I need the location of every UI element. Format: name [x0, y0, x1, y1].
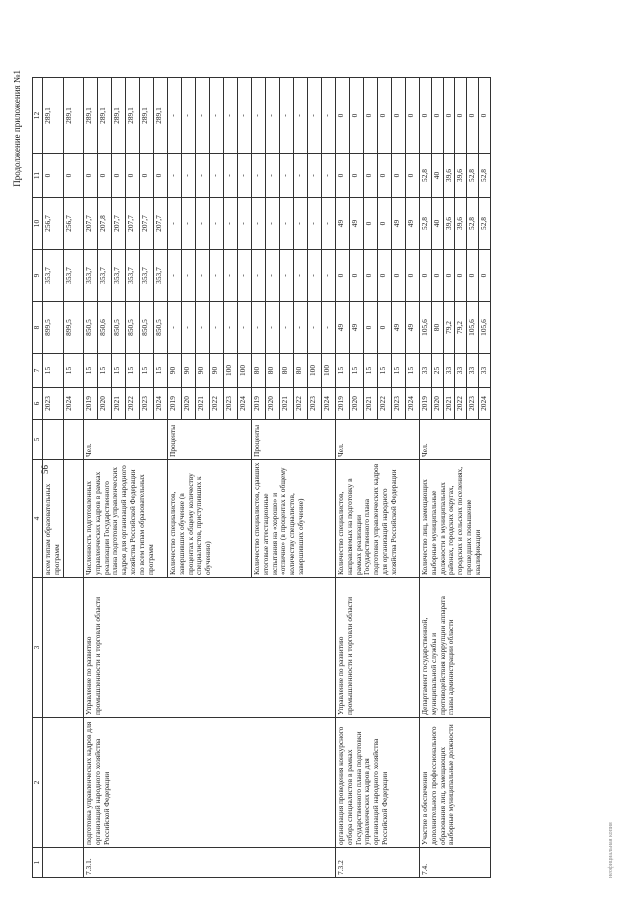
value-cell: 49	[335, 302, 349, 354]
year-cell: 2020	[431, 388, 443, 420]
value-cell: 0	[467, 250, 479, 302]
value-cell: 0	[377, 154, 391, 198]
column-number: 1	[33, 848, 43, 878]
value-cell: -	[181, 250, 195, 302]
value-cell: 0	[431, 250, 443, 302]
value-cell: -	[223, 78, 237, 154]
value-cell: -	[279, 78, 293, 154]
value-cell: 90	[181, 354, 195, 388]
value-cell: 80	[431, 302, 443, 354]
value-cell: 0	[111, 154, 125, 198]
value-cell: 0	[443, 78, 455, 154]
column-number: 5	[33, 420, 43, 460]
value-cell: 207,7	[125, 198, 139, 250]
value-cell: 33	[467, 354, 479, 388]
value-cell: 207,7	[83, 198, 97, 250]
value-cell: -	[251, 302, 265, 354]
value-cell: 850,5	[83, 302, 97, 354]
value-cell: -	[265, 198, 279, 250]
item-name-cell: подготовка управленческих кадров для организаций народного хозяйства Российской Федерации	[83, 718, 335, 848]
value-cell: 0	[363, 302, 377, 354]
value-cell: 0	[377, 302, 391, 354]
value-cell: -	[307, 78, 321, 154]
value-cell: 80	[265, 354, 279, 388]
item-name-cell: Участие в обеспечении дополнительного профессионального образования лиц, замещающих выборные муниципальные должности	[419, 718, 490, 848]
value-cell: 850,6	[97, 302, 111, 354]
value-cell: 0	[63, 154, 83, 198]
value-cell: -	[223, 198, 237, 250]
value-cell: -	[321, 154, 335, 198]
value-cell: 0	[443, 250, 455, 302]
executor-cell: Управление по развитию промышленности и торговли области	[83, 578, 335, 718]
year-cell: 2021	[443, 388, 455, 420]
value-cell: 207,7	[111, 198, 125, 250]
value-cell: 256,7	[43, 198, 64, 250]
value-cell: 39,6	[443, 154, 455, 198]
value-cell: 0	[479, 250, 491, 302]
value-cell: -	[181, 154, 195, 198]
value-cell: -	[223, 302, 237, 354]
value-cell: 289,1	[111, 78, 125, 154]
value-cell: 0	[405, 154, 419, 198]
year-cell: 2022	[209, 388, 223, 420]
year-cell: 2022	[293, 388, 307, 420]
value-cell: 353,7	[139, 250, 153, 302]
value-cell: 353,7	[63, 250, 83, 302]
value-cell: 15	[97, 354, 111, 388]
value-cell: 100	[237, 354, 251, 388]
value-cell: 0	[335, 154, 349, 198]
indicator-cell: Численность подготовленных управленческих кадров в рамках реализации Государственного плана подготовки управленческих кадров для организаций народного хозяйства Российской Федерации по всем типам образовательных программ	[83, 460, 167, 578]
value-cell: -	[209, 198, 223, 250]
value-cell: -	[307, 302, 321, 354]
value-cell: -	[279, 302, 293, 354]
value-cell: -	[195, 154, 209, 198]
item-name-cell: организация проведения конкурсного отбора специалистов в рамках Государственного плана подготовки управленческих кадров для организаций народного хозяйства Российской Федерации	[335, 718, 419, 848]
value-cell: 0	[349, 154, 363, 198]
value-cell: 15	[83, 354, 97, 388]
value-cell: -	[307, 250, 321, 302]
value-cell: 33	[479, 354, 491, 388]
year-cell: 2021	[279, 388, 293, 420]
value-cell: 899,5	[63, 302, 83, 354]
value-cell: -	[167, 250, 181, 302]
value-cell: 49	[335, 198, 349, 250]
indicator-cell: Количество специалистов, направляемых на подготовку в рамках реализации Государственного плана подготовки управленческих кадров для организаций народного хозяйства Российской Федерации	[335, 460, 419, 578]
value-cell: 0	[405, 250, 419, 302]
value-cell: -	[251, 198, 265, 250]
year-cell: 2024	[63, 388, 83, 420]
value-cell: 0	[83, 154, 97, 198]
header-row	[33, 78, 43, 878]
value-cell: 0	[377, 250, 391, 302]
year-cell: 2023	[43, 388, 64, 420]
value-cell: 0	[335, 78, 349, 154]
value-cell: 207,8	[97, 198, 111, 250]
item-code-cell: 7.3.1.	[83, 848, 335, 878]
value-cell: 39,6	[455, 154, 467, 198]
value-cell: 0	[391, 250, 405, 302]
value-cell: -	[223, 154, 237, 198]
unit-cell: Проценты	[167, 420, 251, 460]
value-cell: 49	[349, 302, 363, 354]
value-cell: -	[293, 154, 307, 198]
value-cell: 15	[43, 354, 64, 388]
value-cell: 0	[467, 78, 479, 154]
value-cell: 33	[443, 354, 455, 388]
value-cell: 40	[431, 198, 443, 250]
executor-cell: Департамент государственной, муниципальной службы и противодействия коррупции аппарата главы администрации области	[419, 578, 490, 718]
value-cell: 899,5	[43, 302, 64, 354]
value-cell: -	[321, 250, 335, 302]
value-cell: -	[265, 250, 279, 302]
value-cell: 105,6	[419, 302, 431, 354]
column-number: 3	[33, 578, 43, 718]
unit-cell	[43, 420, 64, 460]
value-cell: -	[279, 198, 293, 250]
page-number: 56	[40, 465, 50, 474]
value-cell: 0	[431, 78, 443, 154]
value-cell: 105,6	[467, 302, 479, 354]
item-name-cell	[43, 718, 84, 848]
table-row	[83, 78, 97, 878]
item-code-cell	[43, 848, 84, 878]
value-cell: -	[321, 78, 335, 154]
value-cell: -	[293, 78, 307, 154]
value-cell: 100	[307, 354, 321, 388]
value-cell: 353,7	[153, 250, 167, 302]
value-cell: 39,6	[455, 198, 467, 250]
value-cell: -	[209, 154, 223, 198]
value-cell: -	[293, 250, 307, 302]
value-cell: 15	[349, 354, 363, 388]
value-cell: 105,6	[479, 302, 491, 354]
value-cell: 49	[391, 198, 405, 250]
value-cell: 353,7	[125, 250, 139, 302]
value-cell: 33	[419, 354, 431, 388]
value-cell: 15	[153, 354, 167, 388]
value-cell: -	[265, 302, 279, 354]
value-cell: -	[279, 154, 293, 198]
year-cell: 2021	[195, 388, 209, 420]
watermark-stamp: неофициальная копия	[608, 822, 614, 878]
indicator-cell: Количество специалистов, завершивших обучение (в процентах к общему количеству специалистов, приступивших к обучению)	[167, 460, 251, 578]
value-cell: 52,8	[419, 154, 431, 198]
column-number: 12	[33, 78, 43, 154]
value-cell: -	[251, 250, 265, 302]
value-cell: 15	[363, 354, 377, 388]
year-cell: 2019	[335, 388, 349, 420]
indicator-cell: Количество специалистов, сдавших итоговые аттестационные испытания на «хорошо» и «отлично» (в процентах к общему количеству специалистов, завершивших обучение)	[251, 460, 335, 578]
value-cell: 52,8	[479, 154, 491, 198]
value-cell: 0	[391, 154, 405, 198]
value-cell: 850,5	[125, 302, 139, 354]
value-cell: -	[307, 198, 321, 250]
value-cell: -	[167, 198, 181, 250]
value-cell: 0	[479, 78, 491, 154]
value-cell: 289,1	[153, 78, 167, 154]
value-cell: 289,1	[43, 78, 64, 154]
value-cell: 0	[363, 154, 377, 198]
year-cell: 2022	[125, 388, 139, 420]
year-cell: 2019	[251, 388, 265, 420]
value-cell: 207,7	[153, 198, 167, 250]
value-cell: 256,7	[63, 198, 83, 250]
value-cell: 0	[405, 78, 419, 154]
value-cell: -	[293, 302, 307, 354]
value-cell: 0	[363, 78, 377, 154]
value-cell: -	[265, 154, 279, 198]
value-cell: 15	[125, 354, 139, 388]
value-cell: 15	[405, 354, 419, 388]
value-cell: 0	[455, 78, 467, 154]
column-number: 11	[33, 154, 43, 198]
value-cell: 0	[349, 78, 363, 154]
year-cell: 2020	[349, 388, 363, 420]
value-cell: 289,1	[83, 78, 97, 154]
value-cell: 33	[455, 354, 467, 388]
value-cell: -	[237, 250, 251, 302]
year-cell: 2021	[111, 388, 125, 420]
year-cell: 2023	[307, 388, 321, 420]
value-cell: 0	[419, 250, 431, 302]
value-cell: -	[223, 250, 237, 302]
value-cell: -	[209, 250, 223, 302]
value-cell: -	[237, 78, 251, 154]
year-cell: 2024	[405, 388, 419, 420]
value-cell: -	[251, 154, 265, 198]
value-cell: -	[209, 78, 223, 154]
year-cell: 2023	[391, 388, 405, 420]
value-cell: -	[237, 154, 251, 198]
value-cell: 0	[377, 78, 391, 154]
column-number: 7	[33, 354, 43, 388]
year-cell: 2022	[377, 388, 391, 420]
table-row	[43, 78, 64, 878]
value-cell: 52,8	[467, 154, 479, 198]
value-cell: 15	[377, 354, 391, 388]
value-cell: 0	[43, 154, 64, 198]
program-table	[32, 77, 491, 878]
value-cell: 49	[391, 302, 405, 354]
item-code-cell: 7.3.2	[335, 848, 419, 878]
column-number: 9	[33, 250, 43, 302]
year-cell: 2019	[167, 388, 181, 420]
value-cell: -	[321, 198, 335, 250]
year-cell: 2020	[181, 388, 195, 420]
value-cell: 52,8	[467, 198, 479, 250]
value-cell: 100	[223, 354, 237, 388]
value-cell: -	[167, 78, 181, 154]
year-cell: 2023	[467, 388, 479, 420]
year-cell: 2020	[265, 388, 279, 420]
value-cell: 80	[279, 354, 293, 388]
value-cell: 79,2	[455, 302, 467, 354]
year-cell: 2023	[223, 388, 237, 420]
value-cell: 52,8	[419, 198, 431, 250]
value-cell: -	[181, 302, 195, 354]
executor-cell: Управление по развитию промышленности и торговли области	[335, 578, 419, 718]
value-cell: -	[307, 154, 321, 198]
value-cell: -	[195, 302, 209, 354]
value-cell: 353,7	[83, 250, 97, 302]
year-cell: 2024	[237, 388, 251, 420]
value-cell: 289,1	[139, 78, 153, 154]
value-cell: 850,5	[111, 302, 125, 354]
value-cell: -	[181, 198, 195, 250]
year-cell: 2019	[83, 388, 97, 420]
value-cell: -	[195, 198, 209, 250]
value-cell: 80	[251, 354, 265, 388]
value-cell: 0	[363, 250, 377, 302]
value-cell: 0	[153, 154, 167, 198]
column-number: 4	[33, 460, 43, 578]
value-cell: -	[237, 198, 251, 250]
rotated-sheet	[0, 42, 612, 884]
indicator-cell: Количество лиц, замещающих выборные муниципальные должности в муниципальных районах, городских округах, городских и сельских поселениях, прошедших повышение квалификации	[419, 460, 490, 578]
value-cell: 15	[111, 354, 125, 388]
column-number: 10	[33, 198, 43, 250]
value-cell: 49	[405, 302, 419, 354]
value-cell: -	[251, 78, 265, 154]
value-cell: 0	[139, 154, 153, 198]
column-number: 8	[33, 302, 43, 354]
value-cell: -	[167, 302, 181, 354]
value-cell: 0	[125, 154, 139, 198]
value-cell: 353,7	[111, 250, 125, 302]
indicator-cell: всем типам образовательных программ	[43, 460, 64, 578]
value-cell: 49	[405, 198, 419, 250]
value-cell: -	[195, 78, 209, 154]
value-cell: 90	[167, 354, 181, 388]
value-cell: 353,7	[43, 250, 64, 302]
year-cell: 2021	[363, 388, 377, 420]
value-cell: 0	[419, 78, 431, 154]
year-cell: 2022	[455, 388, 467, 420]
value-cell: 0	[97, 154, 111, 198]
value-cell: 39,6	[443, 198, 455, 250]
year-cell: 2019	[419, 388, 431, 420]
value-cell: 0	[391, 78, 405, 154]
value-cell: -	[293, 198, 307, 250]
value-cell: -	[265, 78, 279, 154]
value-cell: 79,2	[443, 302, 455, 354]
value-cell: 0	[377, 198, 391, 250]
value-cell: -	[209, 302, 223, 354]
value-cell: -	[195, 250, 209, 302]
value-cell: 289,1	[63, 78, 83, 154]
year-cell: 2020	[97, 388, 111, 420]
year-cell: 2024	[479, 388, 491, 420]
year-cell: 2024	[153, 388, 167, 420]
value-cell: 90	[195, 354, 209, 388]
value-cell: -	[237, 302, 251, 354]
year-cell: 2024	[321, 388, 335, 420]
unit-cell: Чел.	[335, 420, 419, 460]
value-cell: 25	[431, 354, 443, 388]
value-cell: 15	[63, 354, 83, 388]
value-cell: 52,8	[479, 198, 491, 250]
column-number: 2	[33, 718, 43, 848]
indicator-cell	[63, 460, 83, 578]
value-cell: 0	[363, 198, 377, 250]
value-cell: 850,5	[153, 302, 167, 354]
value-cell: 100	[321, 354, 335, 388]
value-cell: 0	[335, 250, 349, 302]
value-cell: 0	[349, 250, 363, 302]
value-cell: 40	[431, 154, 443, 198]
value-cell: 15	[391, 354, 405, 388]
value-cell: 15	[335, 354, 349, 388]
table-row	[335, 78, 349, 878]
value-cell: -	[279, 250, 293, 302]
value-cell: 15	[139, 354, 153, 388]
unit-cell	[63, 420, 83, 460]
column-number: 6	[33, 388, 43, 420]
unit-cell: Проценты	[251, 420, 335, 460]
value-cell: 289,1	[125, 78, 139, 154]
table-row	[419, 78, 431, 878]
value-cell: 0	[455, 250, 467, 302]
value-cell: 80	[293, 354, 307, 388]
value-cell: -	[181, 78, 195, 154]
value-cell: 289,1	[97, 78, 111, 154]
value-cell: 850,5	[139, 302, 153, 354]
value-cell: 49	[349, 198, 363, 250]
year-cell: 2023	[139, 388, 153, 420]
value-cell: -	[167, 154, 181, 198]
value-cell: 207,7	[139, 198, 153, 250]
unit-cell: Чел.	[419, 420, 490, 460]
appendix-note: Продолжение приложения №1	[12, 70, 22, 187]
item-code-cell: 7.4.	[419, 848, 490, 878]
value-cell: -	[321, 302, 335, 354]
executor-cell	[43, 578, 84, 718]
value-cell: 353,7	[97, 250, 111, 302]
unit-cell: Чел.	[83, 420, 167, 460]
value-cell: 90	[209, 354, 223, 388]
